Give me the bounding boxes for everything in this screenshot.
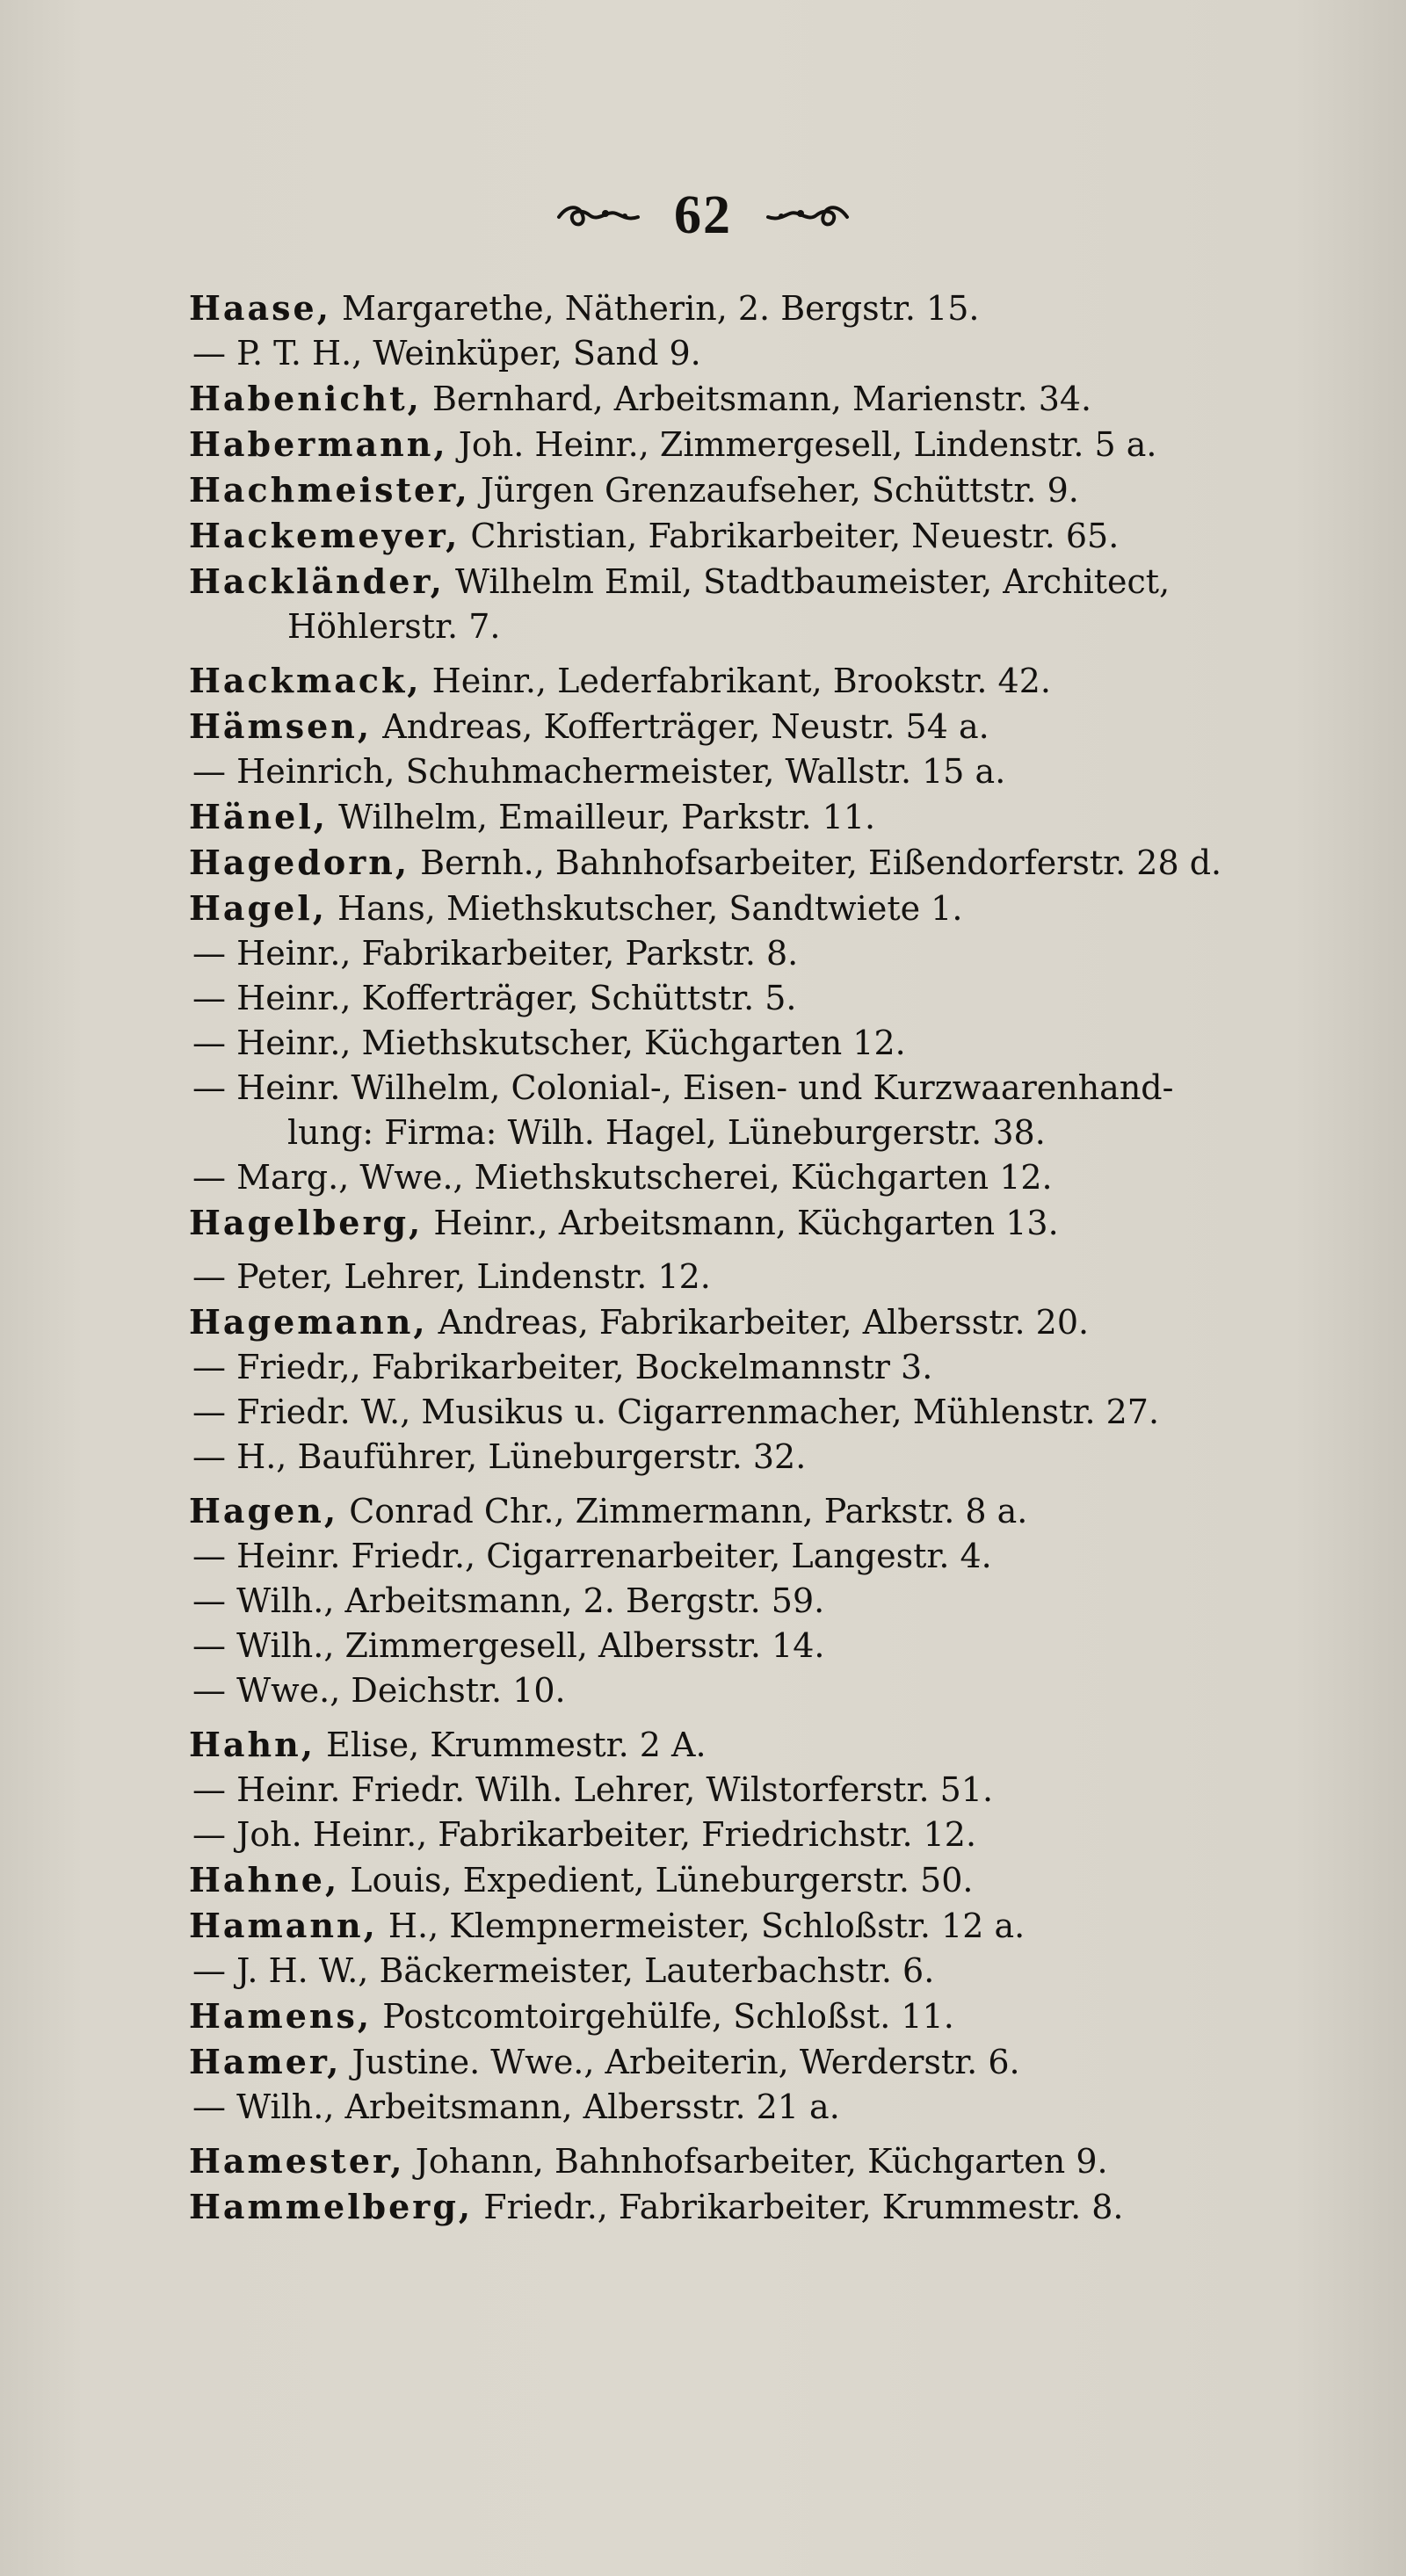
entry-details: Margarethe, Nätherin, 2. Bergstr. 15. bbox=[330, 289, 980, 328]
directory-entry bbox=[189, 1299, 1340, 1345]
entry-continuation bbox=[189, 1111, 1340, 1155]
entry-surname: Hänel, bbox=[189, 797, 328, 836]
sub-entry bbox=[189, 1768, 1340, 1813]
entry-details: — Peter, Lehrer, Lindenstr. 12. bbox=[192, 1257, 711, 1296]
sub-entry bbox=[189, 2085, 1340, 2130]
entry-surname: Hamer, bbox=[189, 2042, 342, 2081]
directory-entry bbox=[189, 1722, 1340, 1768]
entry-surname: Hahne, bbox=[189, 1860, 340, 1899]
entry-details: — Wilh., Arbeitsmann, 2. Bergstr. 59. bbox=[192, 1581, 825, 1620]
entry-details: Justine. Wwe., Arbeiterin, Werderstr. 6. bbox=[341, 2043, 1020, 2081]
entry-details: Johann, Bahnhofsarbeiter, Küchgarten 9. bbox=[404, 2142, 1108, 2181]
entry-details: — J. H. W., Bäckermeister, Lauterbachstr. 6. bbox=[192, 1951, 935, 1990]
entry-surname: Hachmeister, bbox=[189, 470, 470, 510]
sub-entry bbox=[189, 331, 1340, 376]
entry-surname: Habenicht, bbox=[189, 379, 422, 418]
directory-entry bbox=[189, 794, 1340, 840]
ornament-left-icon bbox=[554, 198, 642, 233]
sub-entry bbox=[189, 1949, 1340, 1994]
entry-details: Christian, Fabrikarbeiter, Neuestr. 65. bbox=[460, 517, 1120, 555]
entry-details: Bernh., Bahnhofsarbeiter, Eißendorferstr. 28 d. bbox=[409, 843, 1222, 882]
entry-surname: Hämsen, bbox=[189, 706, 373, 746]
entry-details: Bernhard, Arbeitsmann, Marienstr. 34. bbox=[421, 380, 1092, 418]
entry-surname: Hamens, bbox=[189, 1996, 373, 2036]
directory-entry bbox=[189, 559, 1340, 604]
entry-details: — Marg., Wwe., Miethskutscherei, Küchgarten 12. bbox=[192, 1158, 1053, 1197]
directory-entry bbox=[189, 2039, 1340, 2085]
entry-details: — Wwe., Deichstr. 10. bbox=[192, 1671, 566, 1710]
sub-entry bbox=[189, 1579, 1340, 1624]
directory-entry bbox=[189, 1994, 1340, 2039]
sub-entry bbox=[189, 931, 1340, 976]
sub-entry bbox=[189, 1813, 1340, 1857]
entry-surname: Hagedorn, bbox=[189, 843, 410, 882]
entry-details: — Heinrich, Schuhmachermeister, Wallstr. 15 a. bbox=[192, 752, 1006, 791]
entry-surname: Hagemann, bbox=[189, 1302, 428, 1342]
directory-entry bbox=[189, 513, 1340, 559]
directory-entry bbox=[189, 2184, 1340, 2230]
entry-details: — Friedr,, Fabrikarbeiter, Bockelmannstr 3. bbox=[192, 1348, 933, 1386]
directory-entry bbox=[189, 840, 1340, 886]
entry-details: — Joh. Heinr., Fabrikarbeiter, Friedrichstr. 12. bbox=[192, 1815, 977, 1854]
entry-details: Friedr., Fabrikarbeiter, Krummestr. 8. bbox=[473, 2188, 1124, 2226]
directory-entry bbox=[189, 376, 1340, 422]
entry-details: Wilhelm, Emailleur, Parkstr. 11. bbox=[328, 798, 876, 836]
entry-details: Heinr., Arbeitsmann, Küchgarten 13. bbox=[423, 1204, 1059, 1242]
entry-surname: Hahn, bbox=[189, 1725, 316, 1764]
directory-entry bbox=[189, 467, 1340, 513]
entry-details: Elise, Krummestr. 2 A. bbox=[315, 1726, 707, 1764]
entry-details: Conrad Chr., Zimmermann, Parkstr. 8 a. bbox=[338, 1492, 1028, 1530]
entry-surname: Hackmack, bbox=[189, 661, 422, 700]
entry-details: Heinr., Lederfabrikant, Brookstr. 42. bbox=[421, 662, 1051, 700]
sub-entry bbox=[189, 749, 1340, 794]
entry-surname: Hagelberg, bbox=[189, 1203, 424, 1242]
entry-details: Andreas, Kofferträger, Neustr. 54 a. bbox=[372, 707, 989, 746]
entry-details: Hans, Miethskutscher, Sandtwiete 1. bbox=[326, 889, 963, 928]
directory-entry bbox=[189, 286, 1340, 331]
entry-surname: Habermann, bbox=[189, 424, 448, 464]
entry-details: Louis, Expedient, Lüneburgerstr. 50. bbox=[339, 1861, 974, 1899]
entry-details: Postcomtoirgehülfe, Schloßst. 11. bbox=[372, 1997, 954, 2036]
entry-details: — P. T. H., Weinküper, Sand 9. bbox=[192, 334, 701, 373]
entry-surname: Hagel, bbox=[189, 888, 327, 928]
sub-entry bbox=[189, 1066, 1340, 1111]
directory-entry bbox=[189, 658, 1340, 704]
directory-entry bbox=[189, 1200, 1340, 1246]
entry-details: — Heinr. Friedr., Cigarrenarbeiter, Langestr. 4. bbox=[192, 1537, 992, 1575]
entry-details: lung: Firma: Wilh. Hagel, Lüneburgerstr. 38. bbox=[287, 1113, 1046, 1152]
sub-entry bbox=[189, 1668, 1340, 1713]
sub-entry bbox=[189, 1624, 1340, 1668]
entry-surname: Hackemeyer, bbox=[189, 516, 460, 555]
entry-details: — Heinr., Kofferträger, Schüttstr. 5. bbox=[192, 979, 797, 1017]
entry-surname: Hammelberg, bbox=[189, 2187, 474, 2226]
entry-details: Höhlerstr. 7. bbox=[287, 607, 501, 646]
entry-details: — Heinr. Wilhelm, Colonial-, Eisen- und Kurzwaarenhand- bbox=[192, 1068, 1174, 1107]
directory-entry bbox=[189, 886, 1340, 931]
sub-entry bbox=[189, 1435, 1340, 1480]
entry-surname: Hagen, bbox=[189, 1491, 339, 1530]
directory-entry bbox=[189, 704, 1340, 749]
sub-entry bbox=[189, 1534, 1340, 1579]
ornament-right-icon bbox=[764, 198, 852, 233]
entry-surname: Hackländer, bbox=[189, 561, 445, 601]
directory-entry bbox=[189, 1903, 1340, 1949]
page-number: 62 bbox=[674, 185, 732, 245]
directory-entry bbox=[189, 1488, 1340, 1534]
entry-surname: Hamester, bbox=[189, 2141, 405, 2181]
directory-entry bbox=[189, 2138, 1340, 2184]
sub-entry bbox=[189, 1345, 1340, 1390]
entry-details: — Heinr. Friedr. Wilh. Lehrer, Wilstorferstr. 51. bbox=[192, 1770, 994, 1809]
entry-details: — Friedr. W., Musikus u. Cigarrenmacher, Mühlenstr. 27. bbox=[192, 1393, 1160, 1431]
entry-details: Joh. Heinr., Zimmergesell, Lindenstr. 5 a. bbox=[447, 425, 1157, 464]
directory-entries bbox=[189, 286, 1340, 2230]
entry-surname: Hamann, bbox=[189, 1906, 378, 1945]
entry-details: — H., Bauführer, Lüneburgerstr. 32. bbox=[192, 1437, 807, 1476]
entry-details: — Heinr., Miethskutscher, Küchgarten 12. bbox=[192, 1024, 906, 1062]
entry-details: H., Klempnermeister, Schloßstr. 12 a. bbox=[377, 1907, 1026, 1945]
entry-surname: Haase, bbox=[189, 288, 331, 328]
sub-entry bbox=[189, 1155, 1340, 1200]
entry-details: Andreas, Fabrikarbeiter, Albersstr. 20. bbox=[427, 1303, 1090, 1342]
directory-entry bbox=[189, 422, 1340, 467]
directory-entry bbox=[189, 1857, 1340, 1903]
entry-details: — Wilh., Arbeitsmann, Albersstr. 21 a. bbox=[192, 2088, 840, 2126]
entry-details: — Heinr., Fabrikarbeiter, Parkstr. 8. bbox=[192, 934, 799, 973]
entry-details: — Wilh., Zimmergesell, Albersstr. 14. bbox=[192, 1626, 825, 1665]
sub-entry bbox=[189, 976, 1340, 1021]
entry-details: Wilhelm Emil, Stadtbaumeister, Architect, bbox=[444, 562, 1170, 601]
page-header bbox=[0, 176, 1406, 255]
sub-entry bbox=[189, 1390, 1340, 1435]
sub-entry bbox=[189, 1021, 1340, 1066]
entry-continuation bbox=[189, 604, 1340, 649]
sub-entry bbox=[189, 1255, 1340, 1299]
entry-details: Jürgen Grenzaufseher, Schüttstr. 9. bbox=[469, 471, 1079, 510]
